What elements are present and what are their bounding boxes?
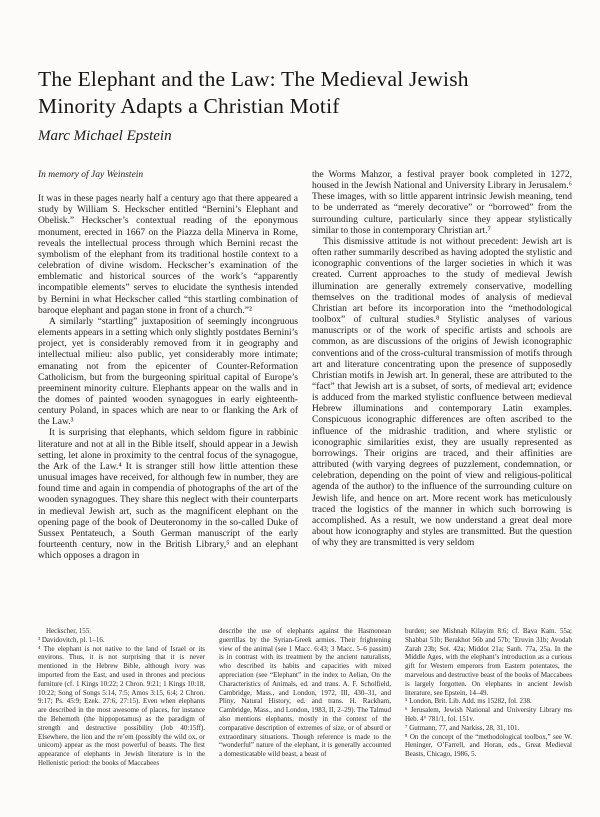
footnote-entry: ⁴ The elephant is not native to the land of Israel or its environs. Thus, it is not surprising that it is never mentioned in the Hebrew Bible, although ivory was imported from the East, and used in thrones and precious furniture (cf. 1 Kings 10:22; 2 Chron. 9:21; 1 Kings 10:18, 10:22; Song of Songs 5:14, 7:5; Amos 3:15, 6:4; 2 Chron. 9:17; Ps. 45:9; Ezek. 27:6, 27:15). Even when elephants are described in the most awesome of places, for instance the Behemoth (the hippopotamus) as the paradigm of strength and destructive possibility (Job 40:15ff). Elsewhere, the lion and the re’em (possibly the wild ox, or unicorn) appear as the most powerful of beasts. The first appearance of elephants in Jewish literature is in the Hellenistic period: the books of Maccabees: [38, 644, 205, 767]
footnote-column-3: [405, 627, 572, 799]
footnote-column-1: [38, 627, 205, 799]
dedication-line: In memory of Jay Weinstein: [38, 170, 144, 180]
footnote-entry: ⁸ On the concept of the “methodological toolbox,” see W. Heninger, O’Farrell, and Horan, eds., Great Medieval Beasts, Chicago, 1986, 5.: [405, 732, 572, 759]
body-paragraph: the Worms Mahzor, a festival prayer book completed in 1272, housed in the Jewish National and University Library in Jerusalem.⁶ These images, with so little apparent intrinsic Jewish meaning, tend to be underrated as “merely decorative” or “borrowed” from the surrounding culture, particularly since they appear stylistically similar to those in contemporary Christian art.⁷: [312, 170, 572, 236]
footnote-entry: ³ Davidovitch, pl. 1–16.: [38, 635, 105, 644]
body-paragraph: It was in these pages nearly half a century ago that there appeared a study by William S. Heckscher entitled “Bernini’s Elephant and Obelisk.” Heckscher’s contextual reading of the eponymous monument, erected in 1667 on the Piazza della Minerva in Rome, reveals the intellectual process through which Bernini recast the symbolism of the elephant from its traditional hostile context to a celebration of divine wisdom. Heckscher’s examination of the emblematic and historical sources of the work’s “apparently incompatible elements” serves to elucidate the synthesis intended by Bernini in what Heckscher called “this startling combination of baroque elephant and pagan stone in front of a church.”²: [38, 194, 298, 316]
footnote-entry: burden; see Mishnah Kilayim 8:6; cf. Bava Kam. 55a; Shabbat 51b; Berakhot 56b and 57b; ’Eruvin 31b; Avodah Zarah 23b; Sot. 42a; Middot 21a; Sanh. 77a, 25a. In the Middle Ages, with the elephant’s introduction as a curious gift for Western emperors from Eastern potentates, the marvelous and destructive beast of the books of Maccabees is largely forgotten. On elephants in ancient Jewish literature, see Epstein, 14–49.: [405, 627, 572, 697]
body-paragraph: A similarly “startling” juxtaposition of seemingly incongruous elements appears in a setting which only slightly postdates Bernini’s project, yet is considerably removed from it in geography and intellectual milieu: also public, yet considerably more intimate; emanating not from the epicenter of Counter-Reformation Catholicism, but from the burgeoning spiritual capital of Europe’s preeminent minority culture. Elephants appear on the walls and in the domes of painted wooden synagogues in early eighteenth-century Poland, in spaces which are near to or flanking the Ark of the Law.³: [38, 316, 298, 428]
body-paragraph: It is surprising that elephants, which seldom figure in rabbinic literature and not at all in the Bible itself, should appear in a Jewish setting, let alone in proximity to the central focus of the synagogue, the Ark of the Law.⁴ It is stranger still how little attention these unusual images have received, for although few in number, they are found time and again in compendia of photographs of the art of the wooden synagogues. They share this neglect with their counterparts in medieval Jewish art, such as the magnificent elephant on the opening page of the book of Deuteronomy in the so-called Duke of Sussex Pentateuch, a South German manuscript of the early fourteenth century, now in the British Library,⁵ and an elephant which opposes a dragon in: [38, 428, 298, 562]
article-body: [38, 170, 572, 622]
author-name: Marc Michael Epstein: [38, 128, 172, 144]
main-column-left: [38, 170, 298, 622]
main-column-right: [312, 170, 572, 622]
footnote-entry: ⁷ Gutmann, 77, and Narkiss, 28, 31, 101.: [405, 723, 520, 732]
footnotes-section: [38, 627, 572, 799]
body-paragraph: This dismissive attitude is not without precedent: Jewish art is often rather summarily described as having adopted the stylistic and iconographic conventions of the larger societies in which it was created. Current approaches to the study of medieval Jewish illumination are generally extremely conservative, modelling themselves on the traditional modes of analysis of medieval Christian art before its incorporation into the “methodological toolbox” of cultural studies.⁸ Stylistic analyses of various manuscripts or of the work of specific artists and schools are common, as are discussions of the origins of Jewish iconographic conventions and of the cross-cultural transmission of motifs through art and literature concentrating upon the presence of supposedly Christian motifs in Jewish art. In general, these are attributed to the “fact” that Jewish art is a subset, of sorts, of medieval art; evidence is adduced from the marked stylistic confluence between medieval Hebrew illuminations and contemporary Latin examples. Conspicuous iconographic differences are often ascribed to the influence of the midrashic tradition, and where stylistic or iconographic similarities exist, they are usually represented as borrowings. Their origins are traced, and their affinities are attributed (with varying degrees of puzzlement, condemnation, or celebration, depending on the point of view and religious-political agenda of the author) to the influence of the surrounding culture on Jewish life, and hence on art. More recent work has meticulously traced the logistics of the manner in which such borrowing is accomplished. As a result, we now understand a great deal more about how iconography and styles are transmitted. But the question of why they are transmitted is very seldom: [312, 236, 572, 549]
footnote-entry: Heckscher, 155.: [46, 627, 92, 635]
footnote-column-2: [219, 627, 391, 799]
footnote-entry: describe the use of elephants against the Hasmonean guerrillas by the Syrian-Greek armies. Their frightening view of the animal (see 1 Macc. 6:43; 3 Macc. 5–6 passim) is in contrast with its treatment by the ancient naturalists, who described its habits and capacities with mixed appreciation (see “Elephant” in the index to Aelian, On the Characteristics of Animals, ed. and trans. A. F. Scholfield, Cambridge, Mass., and London, 1972, III, 430–31, and Pliny, Natural History, ed. and trans. H. Rackham, Cambridge, Mass., and London, 1983, II, 2–29). The Talmud also mentions elephants, mostly in the context of the comparative description of extremes of size, or of absurd or extraordinary situations. Though reference is made to the “wonderful” nature of the elephant, it is generally accounted a domesticatable wild beast, a beast of: [219, 627, 391, 759]
footnote-entry: ⁵ London, Brit. Lib. Add. ms 15282, fol. 238.: [405, 697, 532, 706]
article-title: The Elephant and the Law: The Medieval Jewish Minority Adapts a Christian Motif: [38, 67, 469, 118]
footnote-entry: ⁶ Jerusalem, Jewish National and University Library ms Heb. 4° 781/1, fol. 151v.: [405, 706, 572, 723]
